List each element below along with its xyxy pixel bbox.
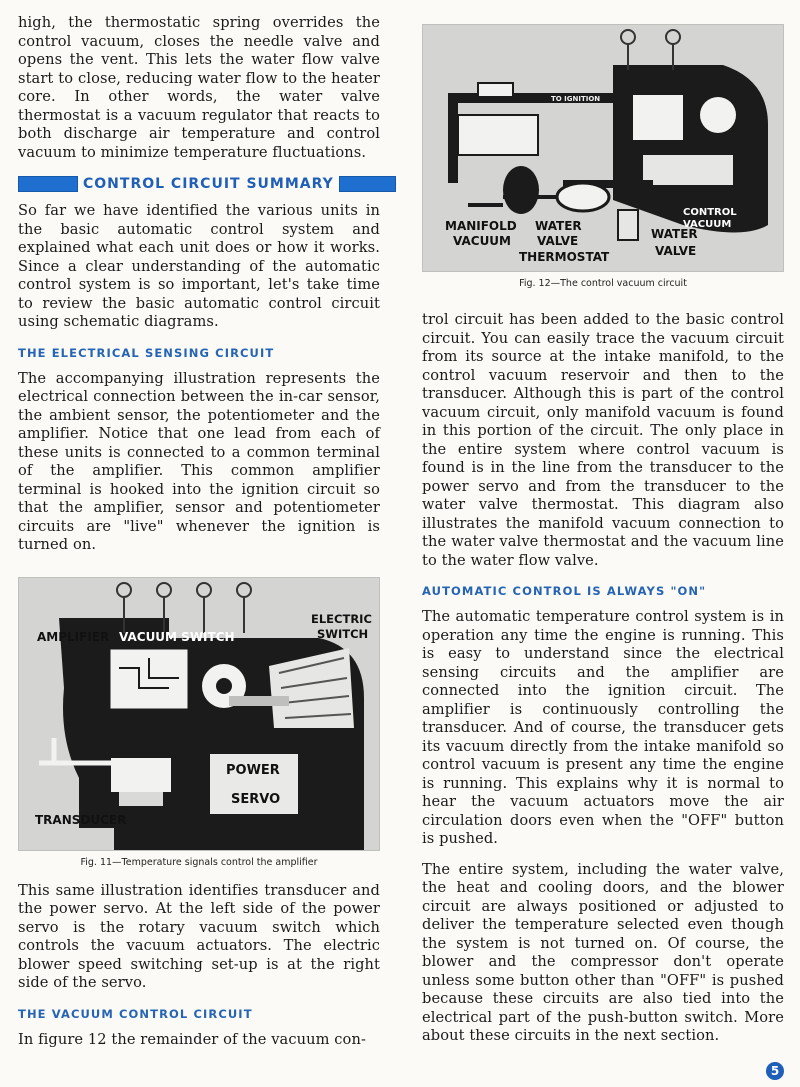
amplifier-box-12	[458, 115, 538, 155]
vacuum-reservoir	[503, 166, 539, 214]
section-banner-title: CONTROL CIRCUIT SUMMARY	[83, 176, 334, 192]
label-switch: SWITCH	[317, 626, 369, 641]
label-power: POWER	[226, 762, 280, 778]
sensor-coils-icon-12	[621, 30, 680, 70]
always-on-paragraph: The automatic temperature control system is in operation any time the engine is running. This is easy to understand since the electrical sensing circuits and the amplifier are connected into the ignition circuit. The amplifier is continuously controlling the transducer. And of course, the transducer gets its vacuum directly from the intake manifold so control vacuum is present any time the engine is running. This explains why it is normal to hear the vacuum actuators move the air circulation doors even when the "OFF" button is pushed.	[422, 608, 784, 847]
label-water-1: WATER	[535, 219, 582, 233]
label-to-ignition: TO IGNITION	[551, 95, 601, 103]
figure-11-caption: Fig. 11—Temperature signals control the amplifier	[80, 856, 318, 868]
label-control: CONTROL	[683, 207, 737, 218]
servo-paragraph: This same illustration identifies transducer and the power servo. At the left side of the power servo is the rotary vacuum switch which controls the vacuum actuators. The electric blower speed switching set-up is at the right side of the servo.	[18, 881, 380, 991]
label-thermostat: THERMOSTAT	[519, 250, 610, 264]
water-valve-body	[618, 210, 638, 240]
figure-12-diagram	[423, 25, 783, 271]
ignition-wire	[448, 93, 638, 103]
intro-paragraph: high, the thermostatic spring overrides the control vacuum, closes the needle valve and opens the vent. This lets the water flow valve start to close, reducing water flow to the heater core. In other words, the water valve thermostat is a vacuum regulator that reacts to both discharge air temperature and control vacuum to minimize temperature fluctuations.	[18, 14, 380, 161]
figure-11-diagram	[19, 578, 379, 850]
transducer-box	[111, 758, 171, 792]
final-paragraph: The entire system, including the water valve, the heat and cooling doors, and the blower circuit are always positioned or adjusted to deliver the temperature selected even though the system is not turned on. Of course, the blower and the compressor don't operate unless some button other than "OFF" is pushed because these circuits are also tied into the electrical part of the push-button switch. More about these circuits in the next section.	[422, 860, 784, 1044]
electrical-paragraph: The accompanying illustration represents the electrical connection between the in-car sensor, the ambient sensor, the potentiometer and the amplifier. Notice that one lead from each of these units is connected to a common terminal of the amplifier. This common amplifier terminal is hooked into the ignition circuit so that the amplifier, sensor and potentiometer circuits are "live" whenever the ignition is turned on.	[18, 369, 380, 553]
label-amplifier: AMPLIFIER	[37, 629, 110, 644]
label-vacuum-switch: VACUUM SWITCH	[119, 629, 235, 644]
section-banner	[18, 176, 380, 192]
figure-12	[422, 24, 784, 289]
banner-bar-right	[339, 176, 396, 192]
label-manifold: MANIFOLD	[445, 219, 517, 233]
summary-paragraph: So far we have identified the various units in the basic automatic control system and explained what each unit does or how it works. Since a clear understanding of the automatic control system is so important, let's take time to review the basic automatic control circuit using schematic diagrams.	[18, 202, 380, 330]
figure-12-caption: Fig. 12—The control vacuum circuit	[519, 278, 687, 289]
label-control-vacuum: VACUUM	[683, 219, 732, 230]
label-manifold-vacuum: VACUUM	[453, 234, 511, 248]
label-servo: SERVO	[231, 791, 281, 807]
label-water-2: WATER	[651, 227, 698, 241]
label-valve-1: VALVE	[537, 234, 579, 248]
label-valve-2: VALVE	[655, 244, 697, 258]
page-number-badge: 5	[766, 1062, 784, 1080]
power-servo-box-12	[643, 155, 733, 185]
figure-12-image	[422, 24, 784, 272]
left-column	[18, 14, 380, 1049]
figure-11	[18, 577, 380, 868]
always-on-heading: AUTOMATIC CONTROL IS ALWAYS "ON"	[422, 584, 707, 598]
water-valve-thermostat-body	[557, 183, 609, 211]
electrical-heading: THE ELECTRICAL SENSING CIRCUIT	[18, 345, 275, 360]
vacuum-heading: THE VACUUM CONTROL CIRCUIT	[18, 1006, 253, 1021]
banner-bar-left	[18, 176, 78, 192]
right-column	[422, 14, 784, 1046]
vacuum-paragraph-cont: trol circuit has been added to the basic control circuit. You can easily trace the vacuum circuit from its source at the intake manifold, to the control vacuum reservoir and then to the transducer. Although this is part of the control vacuum circuit, only manifold vacuum is found in this portion of the circuit. The only place in the entire system where control vacuum is found is in the line from the transducer to the power servo and from the transducer to the water valve thermostat. This diagram also illustrates the manifold vacuum connection to the water valve thermostat and the vacuum line to the water flow valve.	[422, 311, 784, 569]
figure-11-image	[18, 577, 380, 851]
vacuum-paragraph-start: In figure 12 the remainder of the vacuum con-	[18, 1030, 366, 1048]
vacuum-switch-dial-12	[700, 97, 736, 133]
label-electric: ELECTRIC	[311, 611, 372, 626]
label-transducer: TRANSDUCER	[35, 812, 127, 827]
